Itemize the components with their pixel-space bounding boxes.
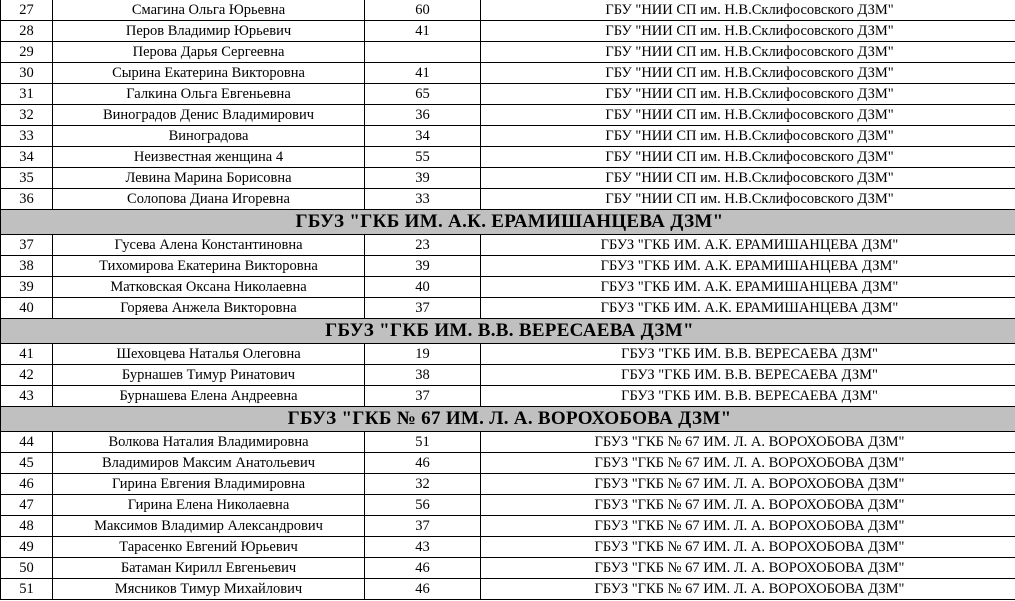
age-cell: 41 — [365, 63, 481, 84]
table-row — [1, 235, 1015, 256]
row-number-cell: 44 — [1, 432, 53, 453]
section-header-cell: ГБУЗ "ГКБ ИМ. А.К. ЕРАМИШАНЦЕВА ДЗМ" — [1, 210, 1015, 235]
age-cell: 46 — [365, 579, 481, 600]
hospital-cell: ГБУЗ "ГКБ ИМ. А.К. ЕРАМИШАНЦЕВА ДЗМ" — [481, 298, 1015, 319]
full-name-cell: Смагина Ольга Юрьевна — [53, 0, 365, 21]
hospital-cell: ГБУ "НИИ СП им. Н.В.Склифосовского ДЗМ" — [481, 84, 1015, 105]
table-row — [1, 105, 1015, 126]
age-cell: 46 — [365, 558, 481, 579]
age-cell: 34 — [365, 126, 481, 147]
full-name-cell: Бурнашев Тимур Ринатович — [53, 365, 365, 386]
full-name-cell: Гирина Елена Николаевна — [53, 495, 365, 516]
full-name-cell: Горяева Анжела Викторовна — [53, 298, 365, 319]
row-number-cell: 31 — [1, 84, 53, 105]
table-row — [1, 84, 1015, 105]
row-number-cell: 38 — [1, 256, 53, 277]
table-row — [1, 0, 1015, 21]
row-number-cell: 40 — [1, 298, 53, 319]
age-cell: 33 — [365, 189, 481, 210]
full-name-cell: Максимов Владимир Александрович — [53, 516, 365, 537]
hospital-cell: ГБУ "НИИ СП им. Н.В.Склифосовского ДЗМ" — [481, 168, 1015, 189]
full-name-cell: Левина Марина Борисовна — [53, 168, 365, 189]
age-cell: 19 — [365, 344, 481, 365]
age-cell: 46 — [365, 453, 481, 474]
age-cell: 37 — [365, 298, 481, 319]
table-row — [1, 474, 1015, 495]
table-row — [1, 516, 1015, 537]
table-row — [1, 42, 1015, 63]
hospital-cell: ГБУ "НИИ СП им. Н.В.Склифосовского ДЗМ" — [481, 126, 1015, 147]
table-row — [1, 126, 1015, 147]
age-cell: 51 — [365, 432, 481, 453]
hospital-cell: ГБУЗ "ГКБ ИМ. В.В. ВЕРЕСАЕВА ДЗМ" — [481, 365, 1015, 386]
hospital-cell: ГБУЗ "ГКБ ИМ. В.В. ВЕРЕСАЕВА ДЗМ" — [481, 386, 1015, 407]
age-cell: 65 — [365, 84, 481, 105]
table-row — [1, 558, 1015, 579]
full-name-cell: Гирина Евгения Владимировна — [53, 474, 365, 495]
row-number-cell: 46 — [1, 474, 53, 495]
row-number-cell: 33 — [1, 126, 53, 147]
hospital-cell: ГБУЗ "ГКБ ИМ. В.В. ВЕРЕСАЕВА ДЗМ" — [481, 344, 1015, 365]
hospital-cell: ГБУЗ "ГКБ № 67 ИМ. Л. А. ВОРОХОБОВА ДЗМ" — [481, 432, 1015, 453]
table-row — [1, 298, 1015, 319]
row-number-cell: 36 — [1, 189, 53, 210]
age-cell: 55 — [365, 147, 481, 168]
table-row — [1, 277, 1015, 298]
full-name-cell: Бурнашева Елена Андреевна — [53, 386, 365, 407]
hospital-cell: ГБУЗ "ГКБ № 67 ИМ. Л. А. ВОРОХОБОВА ДЗМ" — [481, 558, 1015, 579]
hospital-cell: ГБУ "НИИ СП им. Н.В.Склифосовского ДЗМ" — [481, 189, 1015, 210]
table-row — [1, 386, 1015, 407]
age-cell: 39 — [365, 256, 481, 277]
table-row — [1, 189, 1015, 210]
row-number-cell: 41 — [1, 344, 53, 365]
hospital-cell: ГБУЗ "ГКБ № 67 ИМ. Л. А. ВОРОХОБОВА ДЗМ" — [481, 495, 1015, 516]
full-name-cell: Матковская Оксана Николаевна — [53, 277, 365, 298]
row-number-cell: 47 — [1, 495, 53, 516]
row-number-cell: 49 — [1, 537, 53, 558]
row-number-cell: 35 — [1, 168, 53, 189]
row-number-cell: 45 — [1, 453, 53, 474]
age-cell: 32 — [365, 474, 481, 495]
age-cell: 38 — [365, 365, 481, 386]
full-name-cell: Солопова Диана Игоревна — [53, 189, 365, 210]
row-number-cell: 42 — [1, 365, 53, 386]
age-cell: 36 — [365, 105, 481, 126]
row-number-cell: 29 — [1, 42, 53, 63]
full-name-cell: Галкина Ольга Евгеньевна — [53, 84, 365, 105]
hospital-cell: ГБУ "НИИ СП им. Н.В.Склифосовского ДЗМ" — [481, 21, 1015, 42]
full-name-cell: Мясников Тимур Михайлович — [53, 579, 365, 600]
full-name-cell: Тарасенко Евгений Юрьевич — [53, 537, 365, 558]
row-number-cell: 43 — [1, 386, 53, 407]
full-name-cell: Сырина Екатерина Викторовна — [53, 63, 365, 84]
hospital-cell: ГБУЗ "ГКБ ИМ. А.К. ЕРАМИШАНЦЕВА ДЗМ" — [481, 235, 1015, 256]
full-name-cell: Неизвестная женщина 4 — [53, 147, 365, 168]
table-row — [1, 147, 1015, 168]
section-header-cell: ГБУЗ "ГКБ № 67 ИМ. Л. А. ВОРОХОБОВА ДЗМ" — [1, 407, 1015, 432]
row-number-cell: 32 — [1, 105, 53, 126]
hospital-cell: ГБУЗ "ГКБ № 67 ИМ. Л. А. ВОРОХОБОВА ДЗМ" — [481, 537, 1015, 558]
table-row — [1, 453, 1015, 474]
full-name-cell: Перова Дарья Сергеевна — [53, 42, 365, 63]
table-row — [1, 63, 1015, 84]
section-header-row — [1, 319, 1015, 344]
table-row — [1, 168, 1015, 189]
hospital-cell: ГБУ "НИИ СП им. Н.В.Склифосовского ДЗМ" — [481, 105, 1015, 126]
age-cell: 23 — [365, 235, 481, 256]
row-number-cell: 34 — [1, 147, 53, 168]
table-row — [1, 365, 1015, 386]
full-name-cell: Гусева Алена Константиновна — [53, 235, 365, 256]
row-number-cell: 48 — [1, 516, 53, 537]
full-name-cell: Виноградова — [53, 126, 365, 147]
hospital-cell: ГБУЗ "ГКБ № 67 ИМ. Л. А. ВОРОХОБОВА ДЗМ" — [481, 453, 1015, 474]
hospital-cell: ГБУЗ "ГКБ ИМ. А.К. ЕРАМИШАНЦЕВА ДЗМ" — [481, 277, 1015, 298]
row-number-cell: 39 — [1, 277, 53, 298]
row-number-cell: 28 — [1, 21, 53, 42]
row-number-cell: 27 — [1, 0, 53, 21]
row-number-cell: 50 — [1, 558, 53, 579]
full-name-cell: Виноградов Денис Владимирович — [53, 105, 365, 126]
hospital-cell: ГБУЗ "ГКБ № 67 ИМ. Л. А. ВОРОХОБОВА ДЗМ" — [481, 579, 1015, 600]
hospital-cell: ГБУ "НИИ СП им. Н.В.Склифосовского ДЗМ" — [481, 147, 1015, 168]
age-cell: 39 — [365, 168, 481, 189]
row-number-cell: 51 — [1, 579, 53, 600]
row-number-cell: 30 — [1, 63, 53, 84]
age-cell: 56 — [365, 495, 481, 516]
table-row — [1, 537, 1015, 558]
age-cell: 37 — [365, 516, 481, 537]
hospital-cell: ГБУЗ "ГКБ № 67 ИМ. Л. А. ВОРОХОБОВА ДЗМ" — [481, 516, 1015, 537]
hospital-cell: ГБУ "НИИ СП им. Н.В.Склифосовского ДЗМ" — [481, 0, 1015, 21]
full-name-cell: Шеховцева Наталья Олеговна — [53, 344, 365, 365]
table-row — [1, 579, 1015, 600]
age-cell: 43 — [365, 537, 481, 558]
row-number-cell: 37 — [1, 235, 53, 256]
section-header-cell: ГБУЗ "ГКБ ИМ. В.В. ВЕРЕСАЕВА ДЗМ" — [1, 319, 1015, 344]
age-cell: 37 — [365, 386, 481, 407]
full-name-cell: Владимиров Максим Анатольевич — [53, 453, 365, 474]
full-name-cell: Батаман Кирилл Евгеньевич — [53, 558, 365, 579]
hospital-cell: ГБУ "НИИ СП им. Н.В.Склифосовского ДЗМ" — [481, 63, 1015, 84]
hospital-cell: ГБУЗ "ГКБ № 67 ИМ. Л. А. ВОРОХОБОВА ДЗМ" — [481, 474, 1015, 495]
hospital-cell: ГБУ "НИИ СП им. Н.В.Склифосовского ДЗМ" — [481, 42, 1015, 63]
section-header-row — [1, 210, 1015, 235]
table-body — [1, 0, 1015, 600]
table-row — [1, 495, 1015, 516]
hospital-cell: ГБУЗ "ГКБ ИМ. А.К. ЕРАМИШАНЦЕВА ДЗМ" — [481, 256, 1015, 277]
table-row — [1, 344, 1015, 365]
full-name-cell: Волкова Наталия Владимировна — [53, 432, 365, 453]
age-cell — [365, 42, 481, 63]
table-row — [1, 256, 1015, 277]
age-cell: 40 — [365, 277, 481, 298]
full-name-cell: Тихомирова Екатерина Викторовна — [53, 256, 365, 277]
age-cell: 60 — [365, 0, 481, 21]
section-header-row — [1, 407, 1015, 432]
age-cell: 41 — [365, 21, 481, 42]
table-row — [1, 432, 1015, 453]
full-name-cell: Перов Владимир Юрьевич — [53, 21, 365, 42]
table-row — [1, 21, 1015, 42]
